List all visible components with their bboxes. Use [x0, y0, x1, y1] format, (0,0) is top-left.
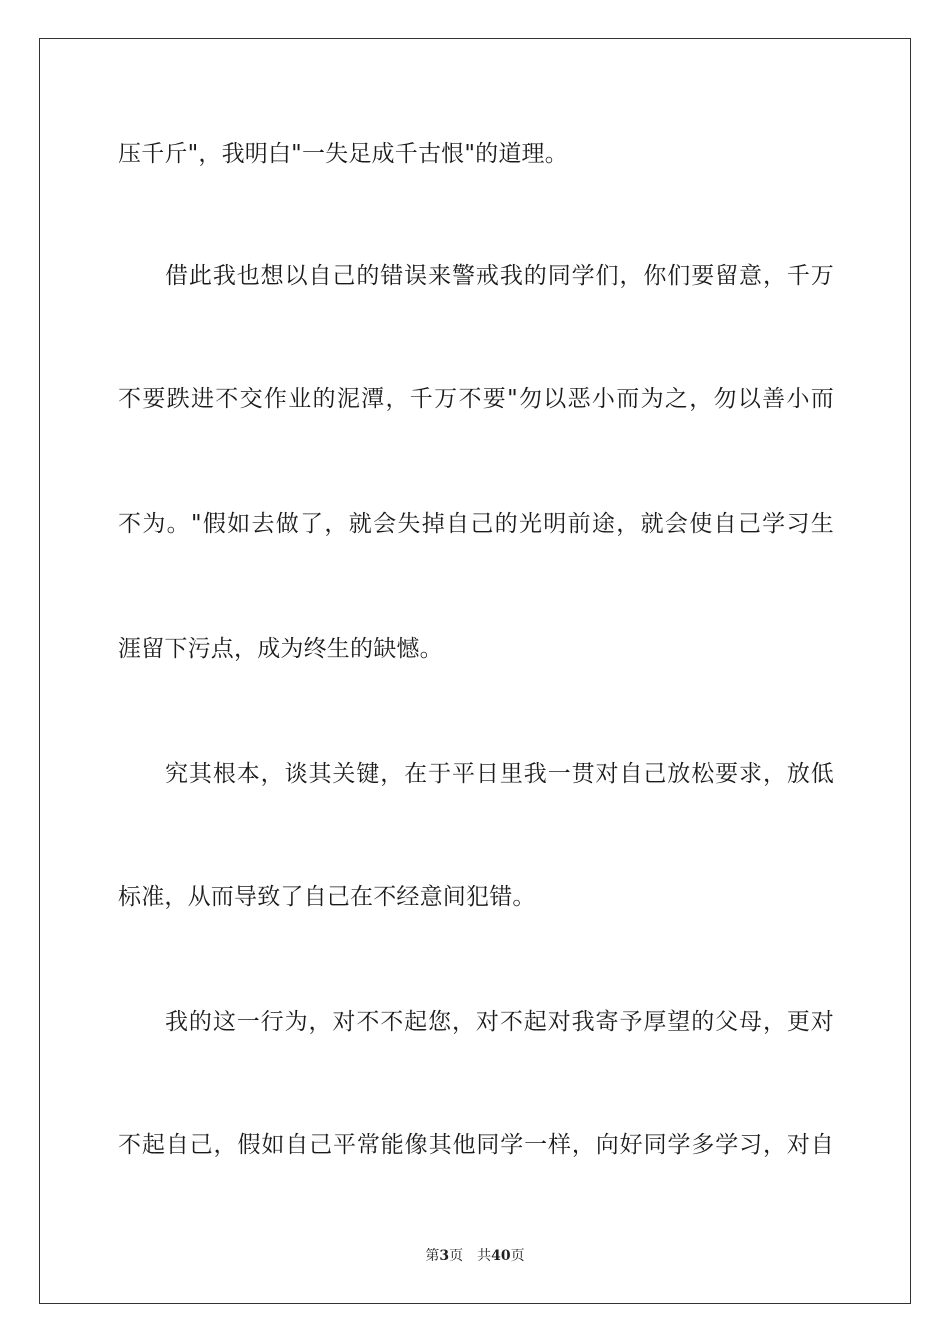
total-suffix: 页	[510, 1248, 525, 1264]
text-line-8: 我的这一行为，对不不起您，对不起对我寄予厚望的父母，更对	[165, 1009, 834, 1035]
text-line-1: 压千斤"，我明白"一失足成千古恨"的道理。	[118, 141, 568, 167]
text-line-7: 标准，从而导致了自己在不经意间犯错。	[118, 884, 536, 910]
text-line-3: 不要跌进不交作业的泥潭，千万不要"勿以恶小而为之，勿以善小而	[118, 386, 834, 412]
text-line-5: 涯留下污点，成为终生的缺憾。	[118, 636, 443, 662]
text-line-6: 究其根本，谈其关键，在于平日里我一贯对自己放松要求，放低	[165, 761, 834, 787]
page-footer	[0, 1247, 950, 1265]
page-number: 3	[439, 1248, 450, 1264]
page-suffix: 页	[449, 1248, 464, 1264]
text-line-9: 不起自己，假如自己平常能像其他同学一样，向好同学多学习，对自	[118, 1132, 834, 1158]
total-pages: 40	[491, 1248, 511, 1264]
total-prefix: 共	[477, 1248, 492, 1264]
page-frame	[39, 38, 911, 1304]
page-prefix: 第	[425, 1248, 440, 1264]
text-line-4: 不为。"假如去做了，就会失掉自己的光明前途，就会使自己学习生	[118, 511, 834, 537]
text-line-2: 借此我也想以自己的错误来警戒我的同学们，你们要留意，千万	[165, 263, 834, 289]
